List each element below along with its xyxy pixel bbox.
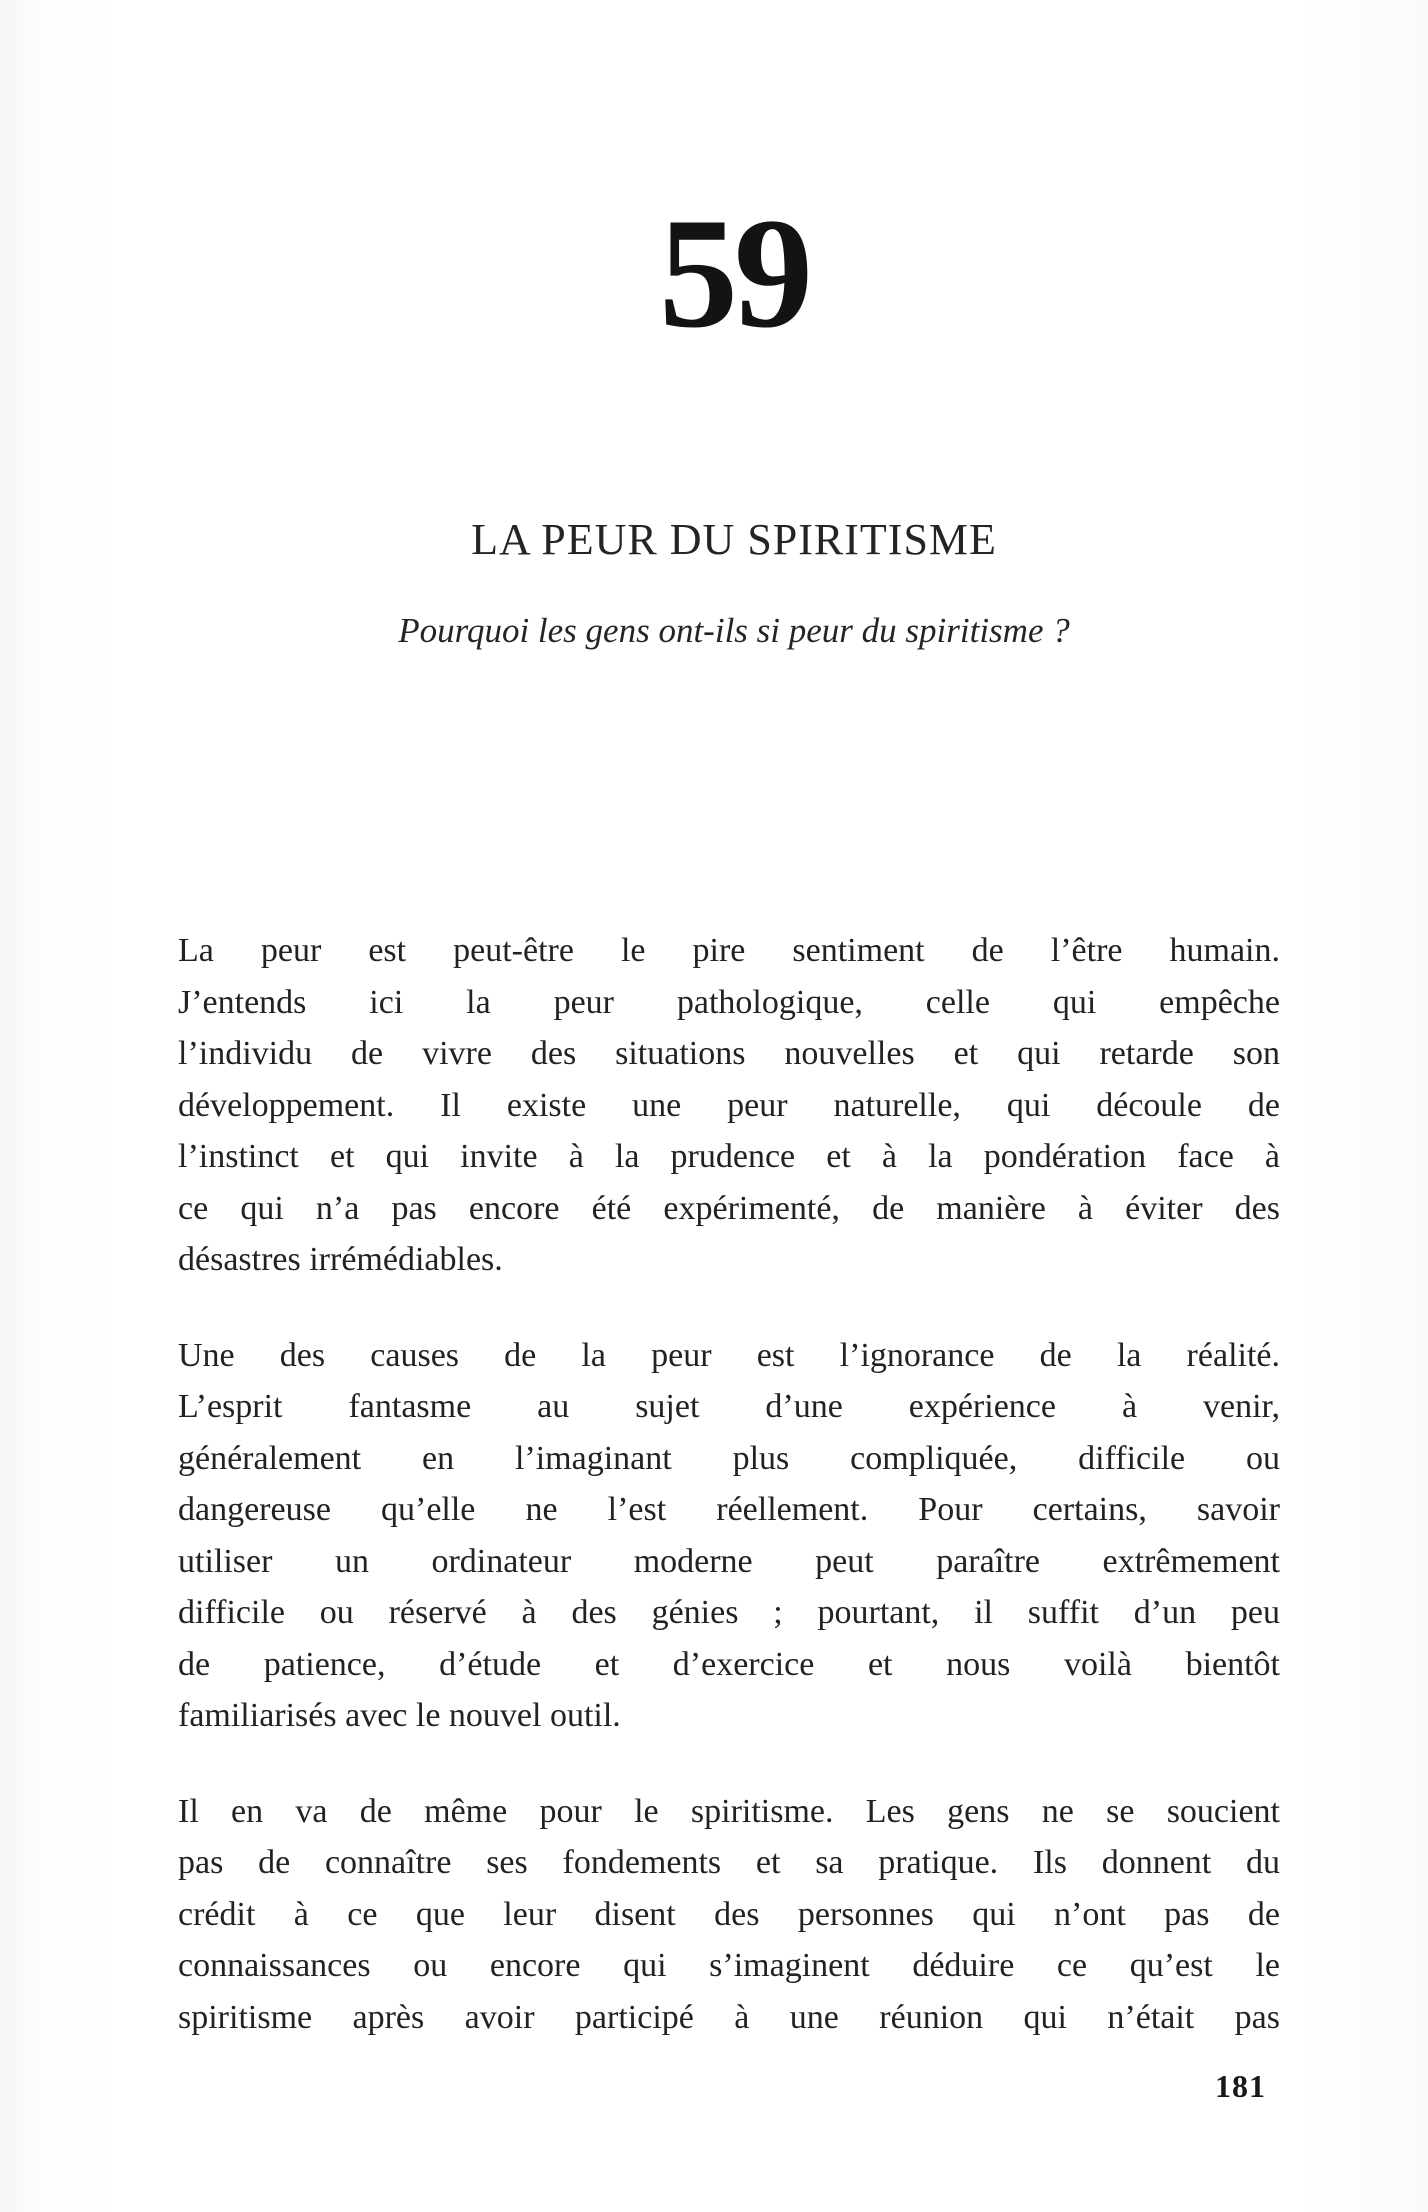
text-line: généralement en l’imaginant plus compliquée, difficile ou — [178, 1439, 1280, 1477]
paragraph-1 — [178, 925, 1280, 1286]
text-line: l’instinct et qui invite à la prudence et à la pondération face à — [178, 1138, 1280, 1175]
text-line: connaissances ou encore qui s’imaginent déduire ce qu’est le — [178, 1947, 1280, 1984]
body-text — [178, 925, 1280, 2043]
text-line: difficile ou réservé à des génies ; pourtant, il suffit d’un peu — [178, 1594, 1280, 1631]
text-line: utiliser un ordinateur moderne peut paraître extrêmement — [178, 1542, 1280, 1580]
text-line: Une des causes de la peur est l’ignorance de la réalité. — [178, 1336, 1280, 1374]
page-number: 181 — [1215, 2068, 1266, 2104]
text-line: familiarisés avec le nouvel outil. — [178, 1697, 621, 1734]
text-line: Il en va de même pour le spiritisme. Les gens ne se soucient — [178, 1792, 1280, 1830]
text-line: pas de connaître ses fondements et sa pratique. Ils donnent du — [178, 1844, 1280, 1881]
text-line: La peur est peut-être le pire sentiment de l’être humain. — [178, 932, 1280, 969]
chapter-number: 59 — [659, 186, 809, 361]
text-line: de patience, d’étude et d’exercice et nous voilà bientôt — [178, 1645, 1280, 1683]
chapter-subtitle: Pourquoi les gens ont-ils si peur du spiritisme ? — [398, 611, 1070, 650]
text-line: l’individu de vivre des situations nouvelles et qui retarde son — [178, 1035, 1280, 1072]
paragraph-3 — [178, 1786, 1280, 2044]
text-line: désastres irrémédiables. — [178, 1241, 503, 1278]
text-line: développement. Il existe une peur naturelle, qui découle de — [178, 1086, 1280, 1124]
paragraph-2 — [178, 1330, 1280, 1742]
text-line: ce qui n’a pas encore été expérimenté, de manière à éviter des — [178, 1189, 1280, 1227]
text-line: L’esprit fantasme au sujet d’une expérience à venir, — [178, 1388, 1280, 1425]
text-line: crédit à ce que leur disent des personnes qui n’ont pas de — [178, 1895, 1280, 1933]
chapter-title: LA PEUR DU SPIRITISME — [471, 515, 997, 564]
text-line: J’entends ici la peur pathologique, celle qui empêche — [178, 983, 1280, 1021]
text-line: dangereuse qu’elle ne l’est réellement. Pour certains, savoir — [178, 1491, 1280, 1528]
text-line: spiritisme après avoir participé à une réunion qui n’était pas — [178, 1998, 1280, 2036]
